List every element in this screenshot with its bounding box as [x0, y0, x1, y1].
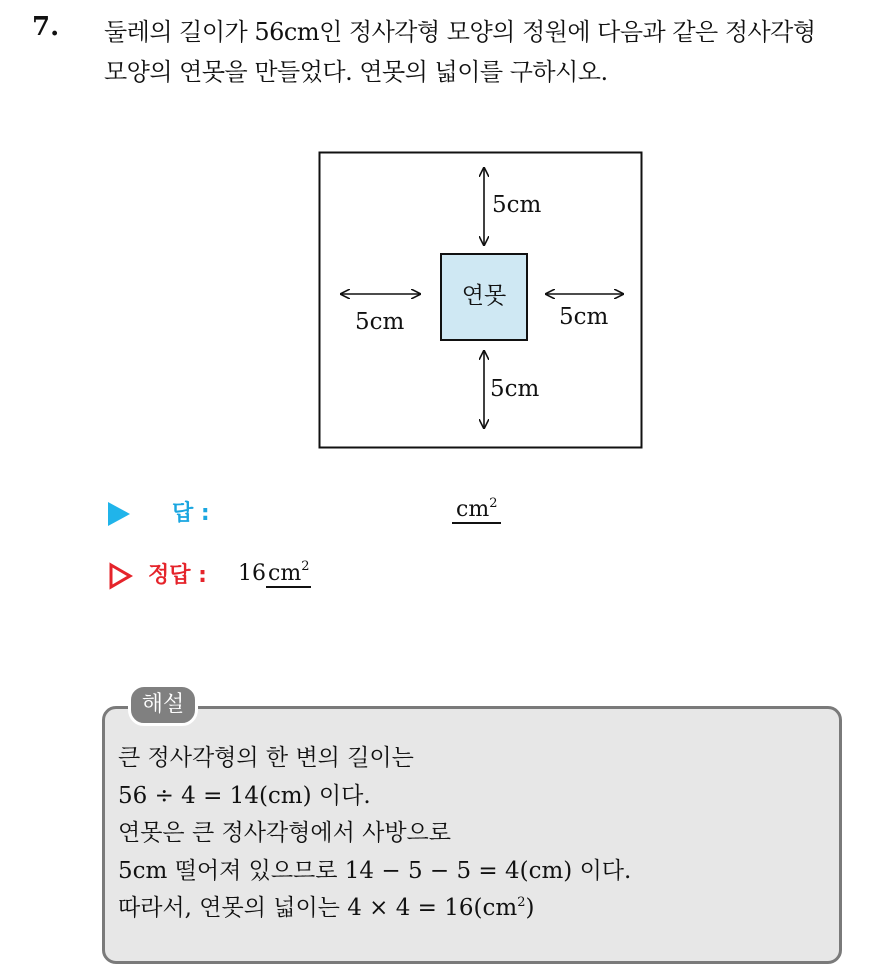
pond-label: 연못: [461, 283, 507, 309]
question-line-1: 둘레의 길이가 56cm인 정사각형 모양의 정원에 다음과 같은 정사각형: [104, 18, 816, 46]
explanation-tag: 해설: [128, 684, 198, 726]
answer-marker-icon: [108, 502, 130, 526]
answer-label: 답 :: [172, 501, 210, 526]
question-text: [104, 12, 874, 92]
answer-blank[interactable]: [452, 498, 501, 524]
correct-answer-unit: cm: [268, 561, 302, 586]
answer-unit: cm: [456, 497, 490, 522]
correct-answer-label: 정답 :: [148, 563, 207, 588]
explanation-line-4: 5cm 떨어져 있으므로 14 − 5 − 5 = 4(cm) 이다.: [118, 857, 632, 884]
right-distance-label: 5cm: [559, 304, 609, 330]
explanation-line-2: 56 ÷ 4 = 14(cm) 이다.: [118, 782, 371, 809]
answer-unit-exponent: 2: [489, 496, 498, 511]
explanation-line-5-prefix: 따라서, 연못의 넓이는 4 × 4 = 16(cm: [118, 895, 518, 921]
question-number: 7.: [32, 12, 60, 42]
left-distance-label: 5cm: [355, 309, 405, 335]
explanation-line-5: [118, 890, 631, 928]
explanation-line-5-exponent: 2: [517, 895, 526, 910]
top-distance-label: 5cm: [492, 192, 542, 218]
correct-answer-unit-exponent: 2: [301, 559, 310, 574]
question-line-2: 모양의 연못을 만들었다. 연못의 넓이를 구하시오.: [104, 58, 608, 86]
explanation-line-3: 연못은 큰 정사각형에서 사방으로: [118, 820, 451, 846]
correct-marker-icon: [108, 562, 134, 590]
explanation-line-5-suffix: ): [525, 895, 535, 921]
explanation-text: [118, 740, 631, 928]
answer-row: [108, 498, 528, 532]
garden-diagram: [318, 151, 644, 451]
explanation-line-1: 큰 정사각형의 한 변의 길이는: [118, 745, 414, 771]
bottom-distance-label: 5cm: [490, 376, 540, 402]
correct-answer-value: [238, 561, 311, 586]
correct-answer-number: 16: [238, 561, 266, 586]
correct-answer-unit-wrap: [266, 561, 311, 588]
correct-answer-row: [108, 560, 528, 594]
